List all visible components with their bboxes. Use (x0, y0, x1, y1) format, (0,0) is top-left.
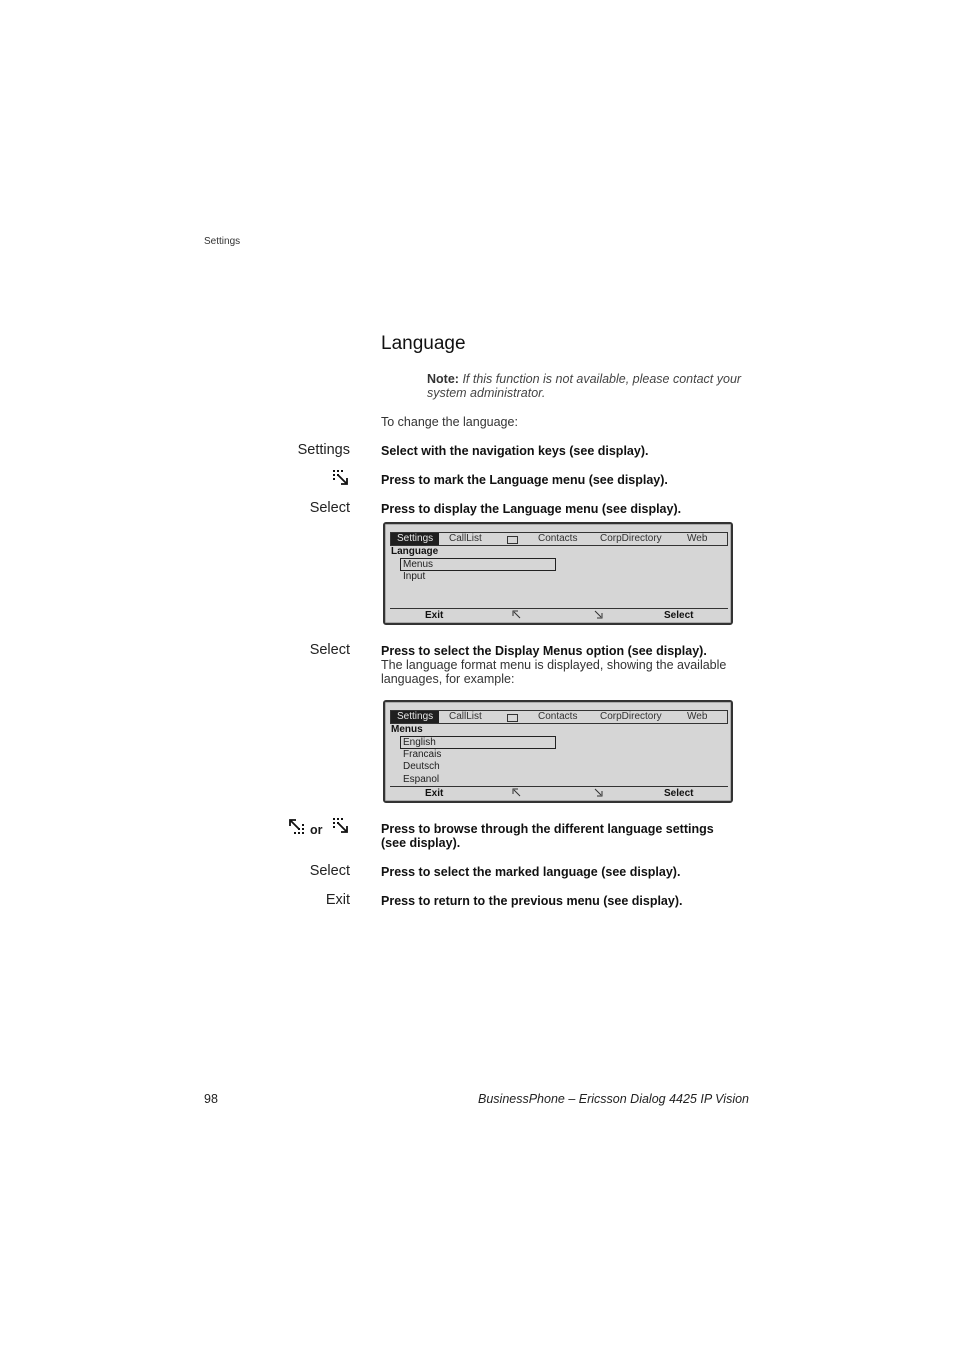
key-select: Select (309, 863, 350, 879)
note-label: Note: (427, 372, 459, 386)
note-text: If this function is not available, please contact your system administrator. (427, 372, 742, 400)
key-select: Select (309, 642, 350, 658)
key-select: Select (309, 500, 350, 516)
list-item: Deutsch (403, 761, 440, 772)
monitor-icon (507, 714, 518, 722)
key-settings: Settings (297, 442, 350, 458)
tab-calllist: CallList (449, 711, 482, 722)
display-heading: Language (391, 546, 439, 557)
note (427, 372, 757, 400)
phone-display-menus (383, 700, 733, 803)
nav-up-icon (287, 817, 305, 835)
intro-text: To change the language: (381, 415, 518, 429)
softkey-select: Select (664, 610, 694, 621)
or-label: or (310, 823, 323, 837)
step-3-text: Press to display the Language menu (see display). (381, 502, 682, 516)
step-5-text: Press to browse through the different language settings (see display). (381, 822, 714, 850)
tab-corpdirectory: CorpDirectory (600, 533, 662, 544)
step-7-text: Press to return to the previous menu (see display). (381, 894, 683, 908)
tab-calllist: CallList (449, 533, 482, 544)
list-item-selected: Menus (400, 558, 556, 571)
page-number: 98 (204, 1092, 218, 1106)
tab-web: Web (687, 711, 708, 722)
page-title: Language (381, 333, 466, 354)
softkey-exit: Exit (425, 610, 444, 621)
tab-contacts: Contacts (538, 533, 578, 544)
nav-down-icon (594, 610, 603, 619)
tab-settings: Settings (391, 533, 439, 545)
key-exit: Exit (325, 892, 350, 908)
phone-display-language (383, 522, 733, 625)
display-tabs (390, 532, 728, 546)
monitor-icon (507, 536, 518, 544)
step-2-text: Press to mark the Language menu (see display). (381, 473, 668, 487)
tab-web: Web (687, 533, 708, 544)
nav-down-icon (332, 469, 350, 487)
nav-up-icon (512, 610, 521, 619)
display-heading: Menus (391, 724, 423, 735)
list-item: Input (403, 571, 426, 582)
softkey-bar (390, 608, 728, 621)
list-item: Francais (403, 749, 442, 760)
softkey-bar (390, 786, 728, 799)
list-item-selected: English (400, 736, 556, 749)
softkey-exit: Exit (425, 788, 444, 799)
tab-settings: Settings (391, 711, 439, 723)
step-4-subtext: The language format menu is displayed, showing the available languages, for example: (381, 658, 727, 686)
nav-up-icon (512, 788, 521, 797)
list-item: Espanol (403, 774, 440, 785)
nav-down-icon (332, 817, 350, 835)
display-tabs (390, 710, 728, 724)
step-4-text: Press to select the Display Menus option (see display). The language format menu is displayed, showing the available languages, for example: (381, 644, 727, 686)
tab-contacts: Contacts (538, 711, 578, 722)
tab-corpdirectory: CorpDirectory (600, 711, 662, 722)
step-1-text: Select with the navigation keys (see display). (381, 444, 649, 458)
running-header: Settings (204, 236, 241, 247)
step-6-text: Press to select the marked language (see display). (381, 865, 681, 879)
softkey-select: Select (664, 788, 694, 799)
footer-title: BusinessPhone – Ericsson Dialog 4425 IP Vision (478, 1092, 749, 1106)
nav-down-icon (594, 788, 603, 797)
